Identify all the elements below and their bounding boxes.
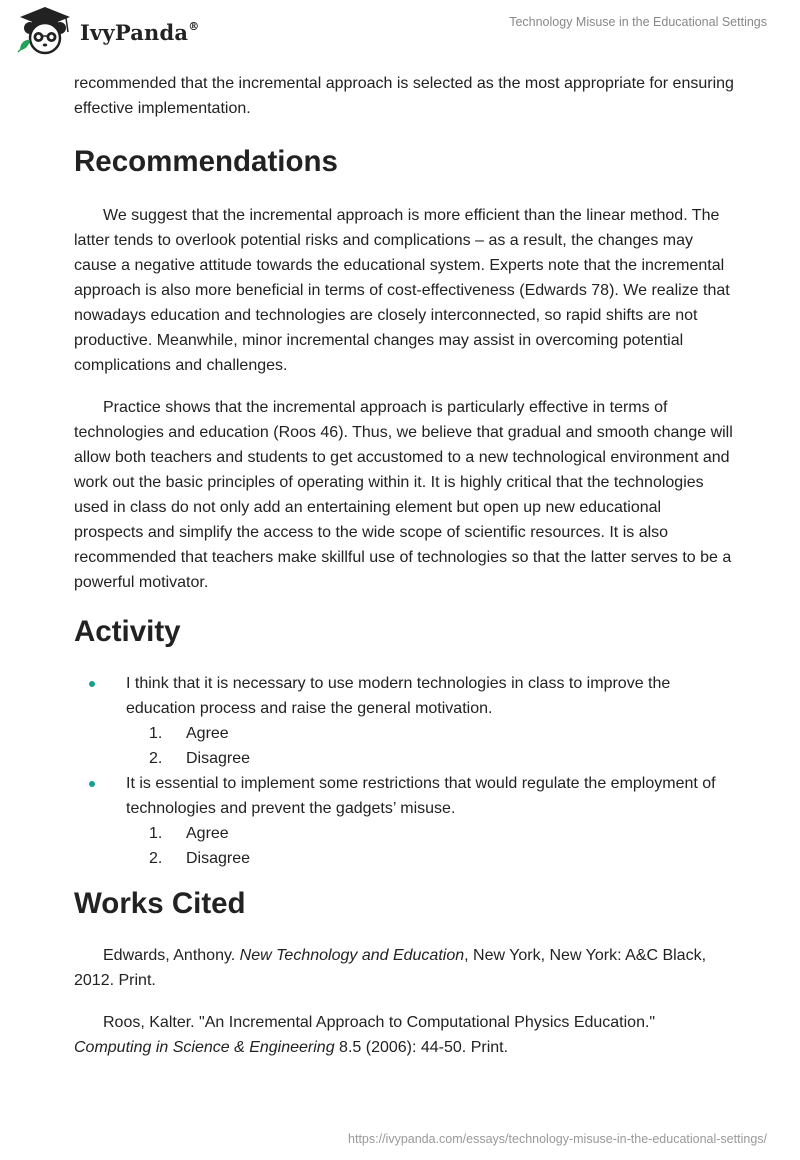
citation-details: 8.5 (2006): 44-50. Print. [334,1039,509,1056]
page-header [0,0,800,70]
bullet-icon [89,781,95,787]
activity-item [74,771,734,871]
option-number: 1. [149,725,163,742]
essay-content [74,71,734,1060]
intro-paragraph: recommended that the incremental approach is selected as the most appropriate for ensuring effective implementation. [74,75,734,117]
brand-text: IvyPanda [80,20,189,45]
activity-list [74,671,734,871]
bullet-icon [89,681,95,687]
activity-item-text: I think that it is necessary to use modern technologies in class to improve the education process and raise the general motivation. [126,675,671,717]
activity-options [126,821,734,871]
activity-heading: Activity [74,615,181,648]
option-number: 2. [149,850,163,867]
option-agree [126,721,734,746]
option-label: Agree [186,725,229,742]
citation-author: Edwards, Anthony. [103,947,240,964]
activity-item [74,671,734,771]
activity-item-text: It is essential to implement some restrictions that would regulate the employment of technologies and prevent the gadgets’ misuse. [126,775,716,817]
option-number: 2. [149,750,163,767]
citation-details: , New York, New York: A&C Black, 2012. Print. [74,947,707,989]
recommendations-heading: Recommendations [74,145,338,178]
works-cited-heading: Works Cited [74,887,246,920]
citation-title: New Technology and Education [239,947,465,964]
option-label: Disagree [186,750,251,767]
option-disagree [126,846,734,871]
recommendations-paragraph-1: We suggest that the incremental approach is more efficient than the linear method. The latter tends to overlook potential risks and complications – as a result, the changes may cause a negative attitude towards the educational system. Experts note that the incremental approach is also more beneficial in terms of cost-effectiveness (Edwards 78). We realize that nowadays education and technologies are closely interconnected, so rapid shifts are not productive. Meanwhile, minor incremental changes may assist in overcoming potential complications and challenges. [74,207,730,374]
option-label: Disagree [186,850,251,867]
citation-edwards [74,943,734,993]
citation-title: Computing in Science & Engineering [74,1039,335,1056]
option-agree [126,821,734,846]
option-disagree [126,746,734,771]
activity-options [126,721,734,771]
registered-mark: ® [188,20,200,33]
citation-roos [74,1010,734,1060]
option-label: Agree [186,825,229,842]
option-number: 1. [149,825,163,842]
brand-name[interactable] [80,20,199,45]
panda-graduate-icon[interactable] [14,6,76,56]
document-title: Technology Misuse in the Educational Settings [509,15,767,29]
source-url[interactable]: https://ivypanda.com/essays/technology-misuse-in-the-educational-settings/ [348,1132,767,1146]
citation-author: Roos, Kalter. "An Incremental Approach to Computational Physics Education." [103,1014,656,1031]
recommendations-paragraph-2: Practice shows that the incremental approach is particularly effective in terms of technologies and education (Roos 46). Thus, we believe that gradual and smooth change will allow both teachers and students to get accustomed to a new technological environment and work out the basic principles of operating within it. It is highly critical that the technologies used in class do not only add an entertaining element but open up new educational prospects and simplify the access to the wide scope of scientific resources. It is also recommended that teachers make skillful use of technologies so that the latter serves to be a powerful motivator. [74,399,733,591]
